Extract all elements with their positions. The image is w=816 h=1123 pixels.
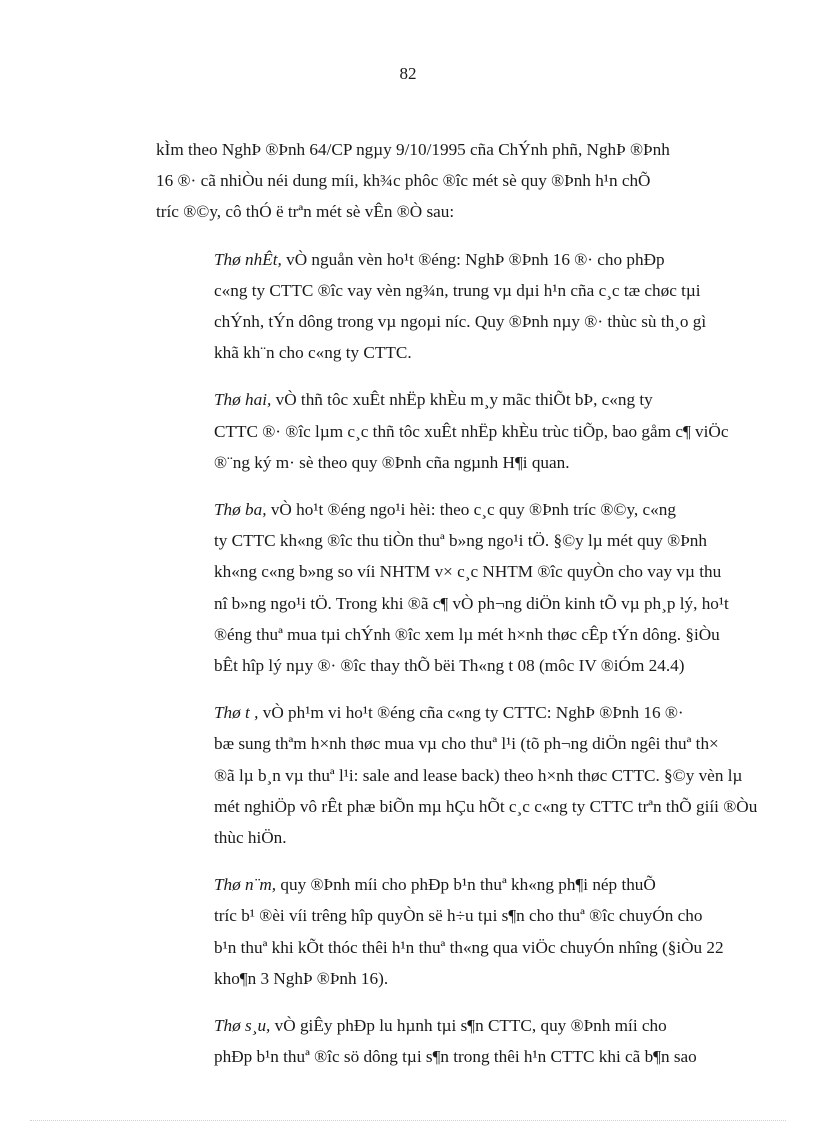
- text-line: [156, 697, 768, 728]
- paragraph: [156, 697, 768, 853]
- text-line: bÊt hîp lý nµy ®· ®îc thay thÕ bëi Th«ng t 08 (môc IV ®iÓm 24.4): [214, 656, 685, 676]
- text-line: kho¶n 3 NghÞ ®Þnh 16).: [214, 968, 389, 988]
- text-line: tríc ®©y, cô thÓ ë trªn mét sè vÊn ®Ò sau:: [156, 202, 455, 222]
- text-line: [156, 1010, 768, 1041]
- text-line: bæ sung thªm h×nh thøc mua vµ cho thuª l¹i (tõ ph¬ng diÖn ngêi thuª th×: [214, 734, 719, 754]
- text-line: nî b»ng ngo¹i tÖ. Trong khi ®ã c¶ vÒ ph¬ng diÖn kinh tÕ vµ ph¸p lý, ho¹t: [214, 593, 729, 613]
- text-line: b¹n thuª khi kÕt thóc thêi h¹n thuª th«ng qua viÖc chuyÓn nhîng (§iÒu 22: [214, 937, 724, 957]
- paragraph-lead: Thø t ,: [214, 703, 259, 723]
- text-line: 16 ®· cã nhiÒu néi dung míi, kh¾c phôc ®îc mét sè quy ®Þnh h¹n chÕ: [156, 171, 651, 191]
- page-bottom-divider: [30, 1120, 786, 1121]
- paragraph-lead: Thø ba,: [214, 500, 267, 520]
- document-body: [156, 134, 768, 1088]
- paragraph: [156, 869, 768, 994]
- paragraph: [156, 244, 768, 369]
- paragraph: [156, 384, 768, 478]
- text-line: phÐp b¹n thuª ®îc sö dông tµi s¶n trong thêi h¹n CTTC khi cã b¶n sao: [214, 1047, 697, 1067]
- text-run: quy ®Þnh míi cho phÐp b¹n thuª kh«ng ph¶i nép thuÕ: [276, 875, 656, 895]
- text-run: vÒ ho¹t ®éng ngo¹i hèi: theo c¸c quy ®Þnh tríc ®©y, c«ng: [266, 500, 676, 520]
- text-line: ®éng thuª mua tµi chÝnh ®îc xem lµ mét h×nh thøc cÊp tÝn dông. §iÒu: [214, 624, 720, 644]
- paragraph: [156, 134, 768, 228]
- paragraph: [156, 494, 768, 681]
- text-line: ®¨ng ký m· sè theo quy ®Þnh cña ngµnh H¶i quan.: [214, 452, 570, 472]
- text-line: [156, 384, 768, 415]
- paragraph-lead: Thø nhÊt,: [214, 249, 282, 269]
- text-line: [156, 494, 768, 525]
- text-line: chÝnh, tÝn dông trong vµ ngoµi níc. Quy ®Þnh nµy ®· thùc sù th¸o gì: [214, 312, 707, 332]
- text-line: tríc b¹ ®èi víi trêng hîp quyÒn së h÷u tµi s¶n cho thuª ®îc chuyÓn cho: [214, 906, 703, 926]
- paragraph-lead: Thø n¨m,: [214, 875, 277, 895]
- text-line: kÌm theo NghÞ ®Þnh 64/CP ngµy 9/10/1995 cña ChÝnh phñ, NghÞ ®Þnh: [156, 140, 670, 159]
- text-run: vÒ thñ tôc xuÊt nhËp khÈu m¸y mãc thiÕt bÞ, c«ng ty: [271, 390, 653, 410]
- text-line: [156, 244, 768, 275]
- paragraph: [156, 1010, 768, 1072]
- text-line: kh«ng c«ng b»ng so víi NHTM v× c¸c NHTM ®îc quyÒn cho vay vµ thu: [214, 562, 722, 582]
- text-line: [156, 869, 768, 900]
- text-line: CTTC ®· ®îc lµm c¸c thñ tôc xuÊt nhËp khÈu trùc tiÕp, bao gåm c¶ viÖc: [214, 421, 729, 441]
- text-line: c«ng ty CTTC ®îc vay vèn ng¾n, trung vµ dµi h¹n cña c¸c tæ chøc tµi: [214, 280, 701, 300]
- text-run: vÒ ph¹m vi ho¹t ®éng cña c«ng ty CTTC: NghÞ ®Þnh 16 ®·: [258, 703, 684, 723]
- text-run: vÒ nguån vèn ho¹t ®éng: NghÞ ®Þnh 16 ®· cho phÐp: [281, 249, 665, 269]
- text-run: vÒ giÊy phÐp lu hµnh tµi s¶n CTTC, quy ®Þnh míi cho: [270, 1016, 667, 1036]
- text-line: ®ã lµ b¸n vµ thuª l¹i: sale and lease back) theo h×nh thøc CTTC. §©y vèn lµ: [214, 765, 743, 785]
- text-line: khã kh¨n cho c«ng ty CTTC.: [214, 343, 412, 363]
- text-line: mét nghiÖp vô rÊt phæ biÕn mµ hÇu hÕt c¸c c«ng ty CTTC trªn thÕ giíi ®Òu: [214, 796, 758, 816]
- text-line: ty CTTC kh«ng ®îc thu tiÒn thuª b»ng ngo¹i tÖ. §©y lµ mét quy ®Þnh: [214, 531, 707, 551]
- text-line: thùc hiÖn.: [214, 828, 287, 848]
- page-number: 82: [399, 64, 417, 83]
- paragraph-lead: Thø s¸u,: [214, 1016, 271, 1036]
- paragraph-lead: Thø hai,: [214, 390, 272, 410]
